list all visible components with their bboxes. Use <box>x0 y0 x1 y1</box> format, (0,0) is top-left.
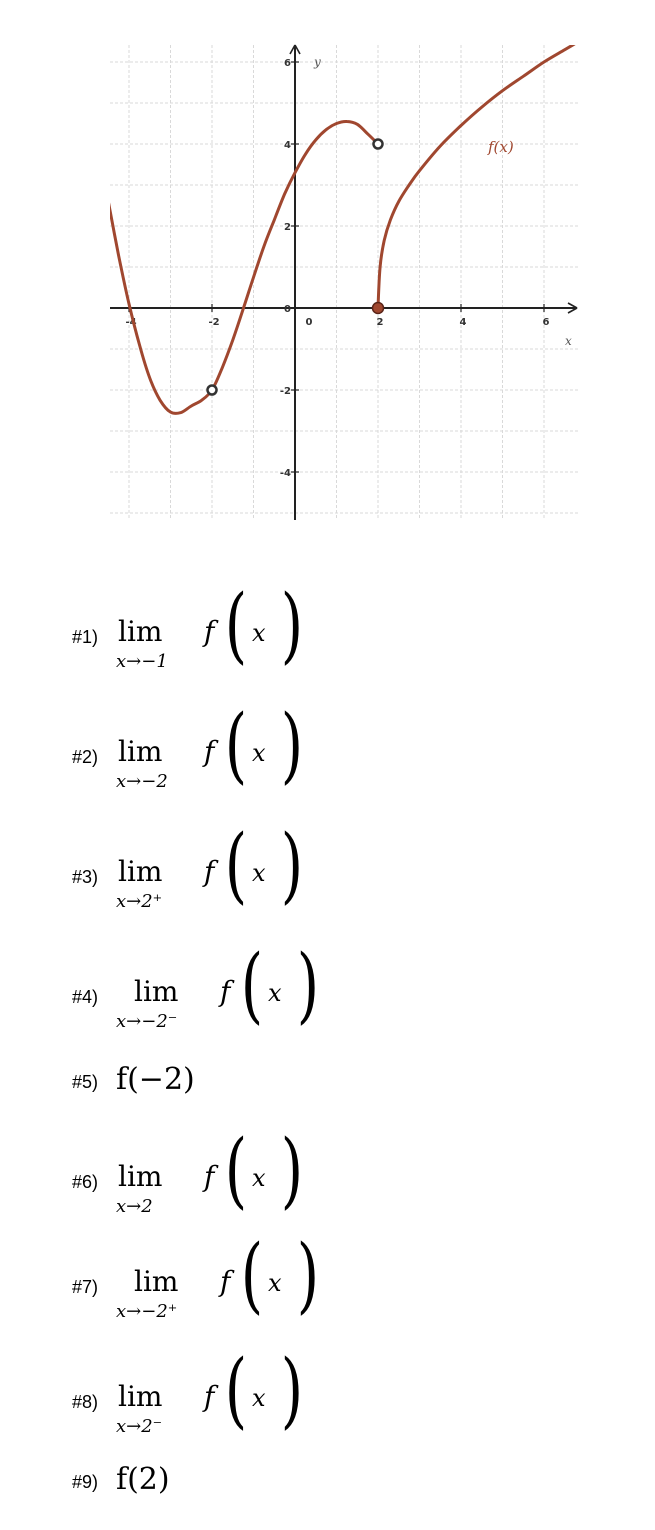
problem-number: #2) <box>72 747 99 767</box>
limit-subscript: x→−2⁻ <box>116 1011 178 1032</box>
function-name: f <box>204 1380 215 1413</box>
problem-number: #3) <box>72 867 99 887</box>
right-paren: ) <box>280 578 304 673</box>
open-point <box>208 386 217 395</box>
right-paren: ) <box>280 1123 304 1218</box>
x-axis-label: x <box>565 334 572 348</box>
x-tick-label: 2 <box>376 317 384 328</box>
x-tick-label: -4 <box>125 317 137 328</box>
lim-operator: lim <box>134 975 179 1008</box>
limit-subscript: x→−1 <box>116 651 168 672</box>
limit-subscript: x→2⁻ <box>116 1416 163 1437</box>
y-tick-label: 0 <box>284 304 291 315</box>
function-argument: x <box>252 1164 266 1192</box>
function-argument: x <box>268 979 282 1007</box>
curve-label: f(x) <box>488 138 514 156</box>
y-tick-label: 2 <box>284 222 291 233</box>
problem-number: #8) <box>72 1392 99 1412</box>
lim-operator: lim <box>118 1380 163 1413</box>
right-paren: ) <box>296 938 320 1033</box>
function-argument: x <box>252 1384 266 1412</box>
function-value-expression: f(2) <box>116 1462 170 1497</box>
lim-operator: lim <box>134 1265 179 1298</box>
function-name: f <box>204 735 215 768</box>
y-tick-label: 4 <box>284 140 291 151</box>
x-tick-label: -2 <box>208 317 220 328</box>
lim-operator: lim <box>118 615 163 648</box>
problem-number: #1) <box>72 627 99 647</box>
function-argument: x <box>252 619 266 647</box>
left-paren: ( <box>224 1343 248 1438</box>
limit-subscript: x→−2 <box>116 771 168 792</box>
problem-number: #5) <box>72 1072 99 1092</box>
right-paren: ) <box>280 698 304 793</box>
problem-number: #7) <box>72 1277 99 1297</box>
function-argument: x <box>252 859 266 887</box>
function-name: f <box>204 1160 215 1193</box>
axes <box>110 45 577 520</box>
left-paren: ( <box>240 1228 264 1323</box>
problem-number: #6) <box>72 1172 99 1192</box>
function-name: f <box>204 615 215 648</box>
function-value-expression: f(−2) <box>116 1062 195 1097</box>
function-argument: x <box>268 1269 282 1297</box>
limit-subscript: x→−2⁺ <box>116 1301 178 1322</box>
function-name: f <box>204 855 215 888</box>
left-paren: ( <box>224 1123 248 1218</box>
function-argument: x <box>252 739 266 767</box>
left-paren: ( <box>224 698 248 793</box>
limit-subscript: x→2⁺ <box>116 891 163 912</box>
y-axis-label: y <box>314 55 321 69</box>
problem-number: #9) <box>72 1472 99 1492</box>
problem-number: #4) <box>72 987 99 1007</box>
lim-operator: lim <box>118 1160 163 1193</box>
closed-point <box>373 303 384 314</box>
right-paren: ) <box>280 1343 304 1438</box>
lim-operator: lim <box>118 855 163 888</box>
x-tick-label: 0 <box>305 317 313 328</box>
x-tick-label: 4 <box>459 317 467 328</box>
x-tick-label: 6 <box>542 317 550 328</box>
function-name: f <box>220 1265 231 1298</box>
right-paren: ) <box>296 1228 320 1323</box>
y-tick-label: -4 <box>279 468 291 479</box>
open-point <box>374 140 383 149</box>
left-paren: ( <box>224 818 248 913</box>
function-graph <box>0 0 600 530</box>
y-tick-label: 6 <box>284 58 291 69</box>
limit-subscript: x→2 <box>116 1196 153 1217</box>
y-tick-label: -2 <box>279 386 291 397</box>
function-name: f <box>220 975 231 1008</box>
grid <box>110 45 580 518</box>
left-paren: ( <box>240 938 264 1033</box>
left-paren: ( <box>224 578 248 673</box>
right-paren: ) <box>280 818 304 913</box>
lim-operator: lim <box>118 735 163 768</box>
curves <box>108 37 585 413</box>
